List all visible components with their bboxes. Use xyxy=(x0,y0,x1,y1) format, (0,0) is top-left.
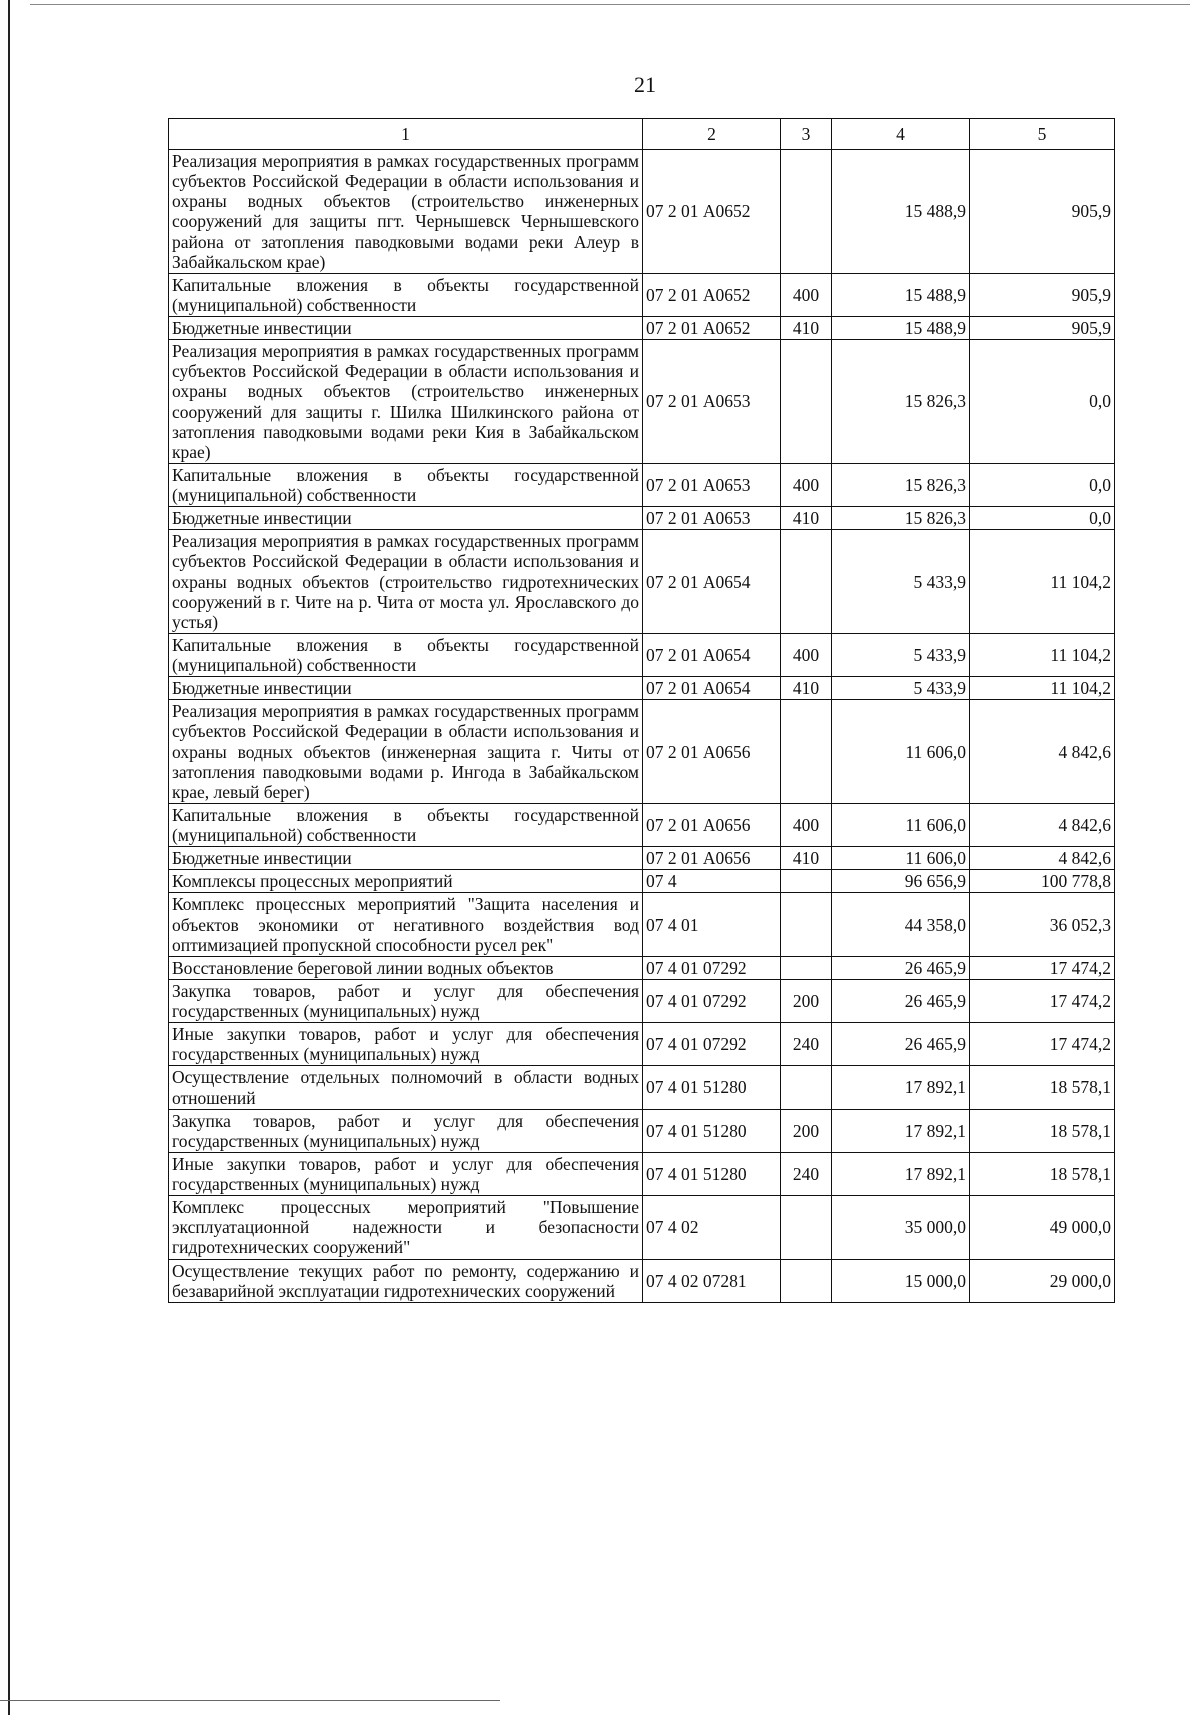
table-row xyxy=(169,317,1115,340)
table-row xyxy=(169,530,1115,634)
row-value-col4-cell: 26 465,9 xyxy=(832,956,970,979)
row-code-cell: 07 4 xyxy=(643,870,781,893)
row-type-cell xyxy=(781,150,832,274)
header-cell-5: 5 xyxy=(970,119,1115,150)
row-type-cell xyxy=(781,1259,832,1302)
row-name-cell: Комплекс процессных мероприятий "Повышение эксплуатационной надежности и безопасности гидротехнических сооружений" xyxy=(169,1196,643,1259)
row-code-cell: 07 4 01 07292 xyxy=(643,1023,781,1066)
row-type-cell xyxy=(781,956,832,979)
row-value-col4-cell: 15 488,9 xyxy=(832,273,970,316)
row-name-cell: Бюджетные инвестиции xyxy=(169,507,643,530)
row-code-cell: 07 2 01 А0656 xyxy=(643,700,781,804)
row-value-col5-cell: 4 842,6 xyxy=(970,803,1115,846)
table-row xyxy=(169,1259,1115,1302)
row-value-col5-cell: 17 474,2 xyxy=(970,956,1115,979)
row-name-cell: Реализация мероприятия в рамках государственных программ субъектов Российской Федерации в области использования и охраны водных объектов (инженерная защита г. Читы от затопления паводковыми водами р. Ингода в Забайкальском крае, левый берег) xyxy=(169,700,643,804)
row-code-cell: 07 2 01 А0653 xyxy=(643,463,781,506)
row-value-col5-cell: 49 000,0 xyxy=(970,1196,1115,1259)
row-value-col5-cell: 0,0 xyxy=(970,463,1115,506)
scan-edge-top xyxy=(30,4,1190,5)
scan-edge-bottom xyxy=(0,1700,500,1701)
header-cell-4: 4 xyxy=(832,119,970,150)
budget-table xyxy=(168,118,1115,1303)
row-name-cell: Осуществление текущих работ по ремонту, содержанию и безаварийной эксплуатации гидротехнических сооружений xyxy=(169,1259,643,1302)
row-value-col4-cell: 5 433,9 xyxy=(832,633,970,676)
table-row xyxy=(169,847,1115,870)
row-value-col4-cell: 5 433,9 xyxy=(832,677,970,700)
row-code-cell: 07 2 01 А0654 xyxy=(643,633,781,676)
row-type-cell: 200 xyxy=(781,979,832,1022)
row-value-col5-cell: 4 842,6 xyxy=(970,700,1115,804)
row-type-cell xyxy=(781,870,832,893)
row-value-col5-cell: 29 000,0 xyxy=(970,1259,1115,1302)
table-row xyxy=(169,633,1115,676)
row-type-cell xyxy=(781,340,832,464)
table-row xyxy=(169,340,1115,464)
row-name-cell: Капитальные вложения в объекты государственной (муниципальной) собственности xyxy=(169,273,643,316)
row-type-cell xyxy=(781,530,832,634)
header-cell-2: 2 xyxy=(643,119,781,150)
row-name-cell: Осуществление отдельных полномочий в области водных отношений xyxy=(169,1066,643,1109)
row-value-col5-cell: 0,0 xyxy=(970,507,1115,530)
row-value-col4-cell: 15 826,3 xyxy=(832,507,970,530)
row-value-col5-cell: 100 778,8 xyxy=(970,870,1115,893)
table-row xyxy=(169,979,1115,1022)
row-code-cell: 07 2 01 А0653 xyxy=(643,340,781,464)
row-code-cell: 07 4 02 07281 xyxy=(643,1259,781,1302)
row-value-col4-cell: 96 656,9 xyxy=(832,870,970,893)
row-name-cell: Иные закупки товаров, работ и услуг для обеспечения государственных (муниципальных) нужд xyxy=(169,1152,643,1195)
row-code-cell: 07 4 01 xyxy=(643,893,781,956)
row-code-cell: 07 2 01 А0652 xyxy=(643,150,781,274)
header-cell-1: 1 xyxy=(169,119,643,150)
table-row xyxy=(169,463,1115,506)
row-name-cell: Бюджетные инвестиции xyxy=(169,317,643,340)
row-code-cell: 07 4 01 51280 xyxy=(643,1152,781,1195)
row-code-cell: 07 2 01 А0653 xyxy=(643,507,781,530)
row-code-cell: 07 2 01 А0652 xyxy=(643,317,781,340)
header-cell-3: 3 xyxy=(781,119,832,150)
row-name-cell: Капитальные вложения в объекты государственной (муниципальной) собственности xyxy=(169,633,643,676)
row-name-cell: Бюджетные инвестиции xyxy=(169,847,643,870)
table-row xyxy=(169,1109,1115,1152)
row-value-col5-cell: 11 104,2 xyxy=(970,530,1115,634)
row-value-col5-cell: 17 474,2 xyxy=(970,979,1115,1022)
row-type-cell: 240 xyxy=(781,1023,832,1066)
row-value-col4-cell: 17 892,1 xyxy=(832,1066,970,1109)
row-code-cell: 07 2 01 А0654 xyxy=(643,677,781,700)
row-type-cell: 200 xyxy=(781,1109,832,1152)
row-code-cell: 07 4 01 51280 xyxy=(643,1109,781,1152)
row-value-col4-cell: 15 826,3 xyxy=(832,463,970,506)
row-value-col5-cell: 18 578,1 xyxy=(970,1066,1115,1109)
row-type-cell: 410 xyxy=(781,847,832,870)
table-row xyxy=(169,677,1115,700)
row-code-cell: 07 4 01 07292 xyxy=(643,956,781,979)
row-name-cell: Реализация мероприятия в рамках государственных программ субъектов Российской Федерации в области использования и охраны водных объектов (строительство инженерных сооружений для защиты пгт. Чернышевск Чернышевского района от затопления паводковыми водами реки Алеур в Забайкальском крае) xyxy=(169,150,643,274)
row-type-cell: 400 xyxy=(781,633,832,676)
row-value-col5-cell: 905,9 xyxy=(970,317,1115,340)
row-value-col5-cell: 36 052,3 xyxy=(970,893,1115,956)
row-name-cell: Реализация мероприятия в рамках государственных программ субъектов Российской Федерации в области использования и охраны водных объектов (строительство инженерных сооружений для защиты г. Шилка Шилкинского района от затопления паводковыми водами реки Кия в Забайкальском крае) xyxy=(169,340,643,464)
row-type-cell: 410 xyxy=(781,507,832,530)
row-value-col4-cell: 44 358,0 xyxy=(832,893,970,956)
table-row xyxy=(169,150,1115,274)
row-value-col4-cell: 15 000,0 xyxy=(832,1259,970,1302)
row-type-cell xyxy=(781,700,832,804)
table-row xyxy=(169,1023,1115,1066)
row-type-cell: 410 xyxy=(781,317,832,340)
row-value-col5-cell: 11 104,2 xyxy=(970,677,1115,700)
row-code-cell: 07 2 01 А0656 xyxy=(643,847,781,870)
row-name-cell: Бюджетные инвестиции xyxy=(169,677,643,700)
row-name-cell: Капитальные вложения в объекты государственной (муниципальной) собственности xyxy=(169,803,643,846)
table-row xyxy=(169,803,1115,846)
row-value-col5-cell: 11 104,2 xyxy=(970,633,1115,676)
row-type-cell: 400 xyxy=(781,803,832,846)
row-type-cell: 410 xyxy=(781,677,832,700)
row-code-cell: 07 2 01 А0652 xyxy=(643,273,781,316)
row-value-col4-cell: 5 433,9 xyxy=(832,530,970,634)
row-type-cell xyxy=(781,893,832,956)
row-value-col5-cell: 18 578,1 xyxy=(970,1109,1115,1152)
row-code-cell: 07 4 02 xyxy=(643,1196,781,1259)
row-value-col5-cell: 905,9 xyxy=(970,150,1115,274)
row-value-col4-cell: 15 488,9 xyxy=(832,317,970,340)
table-row xyxy=(169,1066,1115,1109)
row-value-col4-cell: 26 465,9 xyxy=(832,1023,970,1066)
table-row xyxy=(169,700,1115,804)
row-code-cell: 07 2 01 А0654 xyxy=(643,530,781,634)
row-type-cell: 400 xyxy=(781,273,832,316)
table-row xyxy=(169,273,1115,316)
row-value-col4-cell: 26 465,9 xyxy=(832,979,970,1022)
table-header-row xyxy=(169,119,1115,150)
table-row xyxy=(169,507,1115,530)
row-name-cell: Закупка товаров, работ и услуг для обеспечения государственных (муниципальных) нужд xyxy=(169,1109,643,1152)
row-value-col4-cell: 35 000,0 xyxy=(832,1196,970,1259)
row-name-cell: Комплекс процессных мероприятий "Защита населения и объектов экономики от негативного воздействия вод оптимизацией пропускной способности русел рек" xyxy=(169,893,643,956)
row-value-col4-cell: 11 606,0 xyxy=(832,803,970,846)
table-row xyxy=(169,893,1115,956)
page-number: 21 xyxy=(634,72,656,97)
row-value-col4-cell: 15 488,9 xyxy=(832,150,970,274)
row-value-col5-cell: 4 842,6 xyxy=(970,847,1115,870)
table-row xyxy=(169,1152,1115,1195)
row-value-col4-cell: 17 892,1 xyxy=(832,1152,970,1195)
table-row xyxy=(169,1196,1115,1259)
row-value-col5-cell: 17 474,2 xyxy=(970,1023,1115,1066)
row-code-cell: 07 2 01 А0656 xyxy=(643,803,781,846)
row-name-cell: Реализация мероприятия в рамках государственных программ субъектов Российской Федерации в области использования и охраны водных объектов (строительство гидротехнических сооружений в г. Чите на р. Чита от моста ул. Ярославского до устья) xyxy=(169,530,643,634)
row-value-col5-cell: 18 578,1 xyxy=(970,1152,1115,1195)
row-name-cell: Закупка товаров, работ и услуг для обеспечения государственных (муниципальных) нужд xyxy=(169,979,643,1022)
row-name-cell: Комплексы процессных мероприятий xyxy=(169,870,643,893)
row-name-cell: Восстановление береговой линии водных объектов xyxy=(169,956,643,979)
table-body xyxy=(169,119,1115,1303)
table-row xyxy=(169,870,1115,893)
scan-edge-left xyxy=(8,0,10,1715)
row-name-cell: Иные закупки товаров, работ и услуг для обеспечения государственных (муниципальных) нужд xyxy=(169,1023,643,1066)
row-value-col4-cell: 11 606,0 xyxy=(832,847,970,870)
row-type-cell: 240 xyxy=(781,1152,832,1195)
row-type-cell xyxy=(781,1196,832,1259)
row-value-col4-cell: 11 606,0 xyxy=(832,700,970,804)
row-type-cell: 400 xyxy=(781,463,832,506)
row-value-col4-cell: 17 892,1 xyxy=(832,1109,970,1152)
row-type-cell xyxy=(781,1066,832,1109)
row-value-col5-cell: 905,9 xyxy=(970,273,1115,316)
row-value-col5-cell: 0,0 xyxy=(970,340,1115,464)
row-name-cell: Капитальные вложения в объекты государственной (муниципальной) собственности xyxy=(169,463,643,506)
row-value-col4-cell: 15 826,3 xyxy=(832,340,970,464)
row-code-cell: 07 4 01 51280 xyxy=(643,1066,781,1109)
table-row xyxy=(169,956,1115,979)
row-code-cell: 07 4 01 07292 xyxy=(643,979,781,1022)
